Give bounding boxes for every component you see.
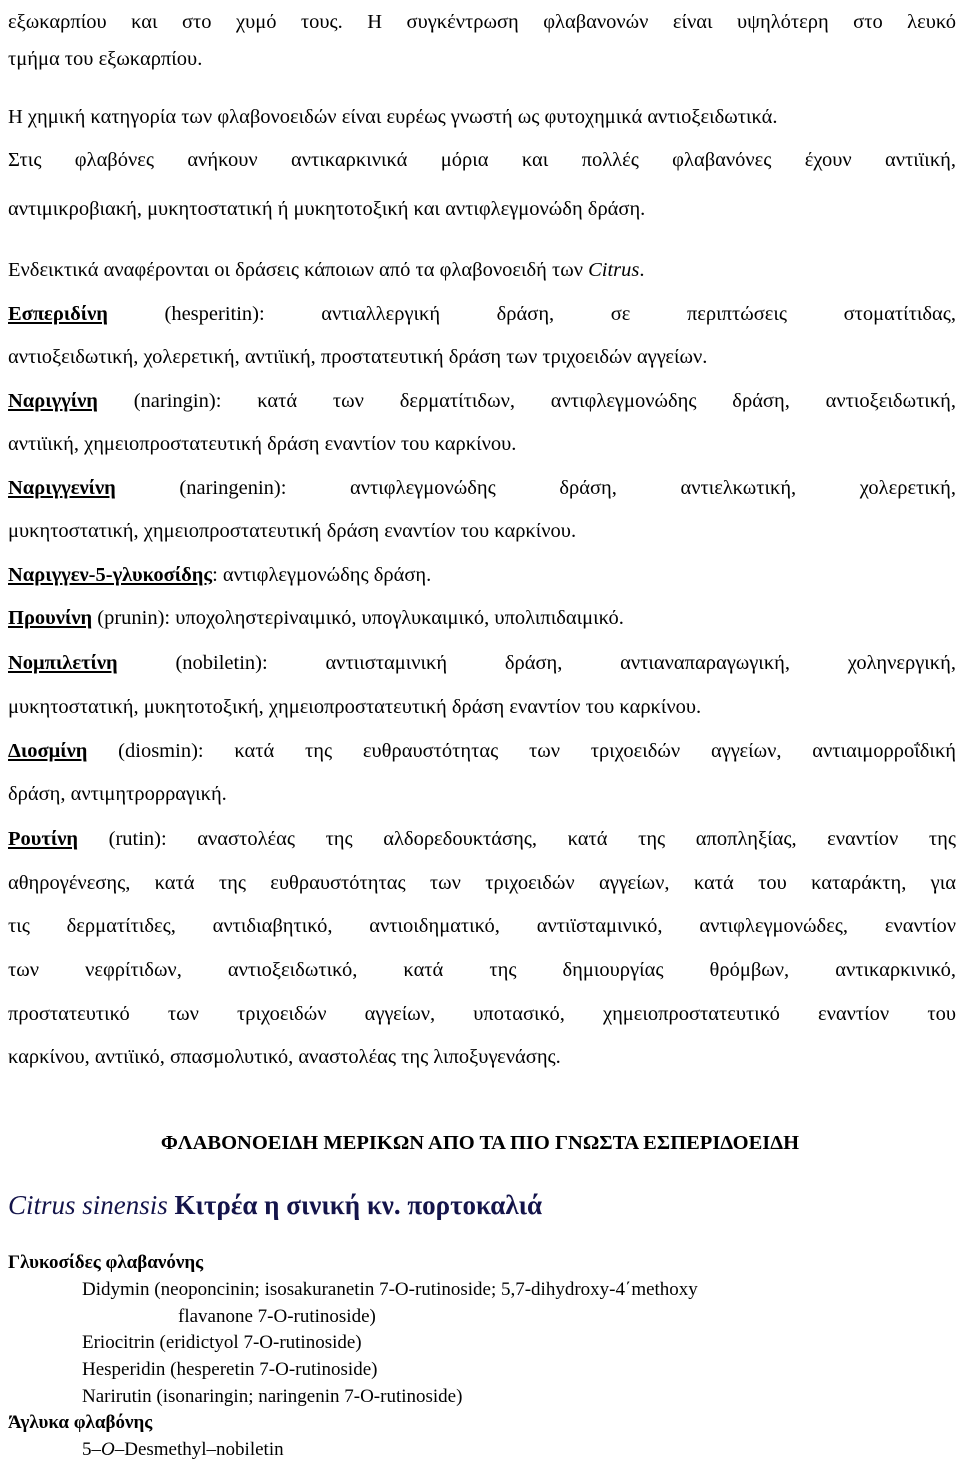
glycoside-entry: Eriocitrin (eridictyol 7-O-rutinoside) (82, 1332, 362, 1353)
compound-line: των νεφρίτιδων, αντιοξειδωτικό, κατά της δημιουργίας θρόμβων, αντικαρκινικό, (8, 959, 956, 981)
aglycone-text: O (101, 1439, 115, 1460)
glycosides-title: Γλυκοσίδες φλαβανόνης (8, 1252, 204, 1273)
intro-line: αντιμικροβιακή, μυκητοστατική ή μυκητοτοξική και αντιφλεγμονώδη δράση. (8, 198, 646, 220)
glycoside-entry-cont: flavanone 7-O-rutinoside) (178, 1306, 376, 1327)
compound-line (8, 826, 956, 852)
compound-name: Ναριγγεν-5-γλυκοσίδης (8, 564, 213, 586)
compound-line: καρκίνου, αντιϊικό, σπασμολυτικό, αναστολέας της λιποξυγενάσης. (8, 1046, 561, 1068)
compound-line (8, 738, 956, 764)
compound-line: τις δερματίτιδες, αντιδιαβητικό, αντιοιδηματικό, αντιϊσταμινικό, αντιφλεγμονώδες, εναντίον (8, 915, 956, 937)
section-heading: ΦΛΑΒΟΝΟΕΙΔΗ ΜΕΡΙΚΩΝ ΑΠΟ ΤΑ ΠΙΟ ΓΝΩΣΤΑ ΕΣΠΕΡΙΔΟΕΙΔΗ (160, 1132, 800, 1154)
intro-text: . (639, 259, 645, 281)
compound-desc: (naringin): κατά των δερματίτιδων, αντιφλεγμονώδης δράση, αντιοξειδωτική, (97, 390, 956, 412)
compound-name: Διοσμίνη (8, 740, 88, 762)
compound-line: προστατευτικό των τριχοειδών αγγείων, υποτασικό, χημειοπροστατευτικό εναντίον του (8, 1003, 956, 1025)
intro-line: Στις φλαβόνες ανήκουν αντικαρκινικά μόρια και πολλές φλαβανόνες έχουν αντιϊική, (8, 149, 956, 171)
compound-name: Προυνίνη (8, 607, 93, 629)
genus-name: Citrus (588, 259, 640, 281)
compound-line (8, 475, 956, 501)
intro-line: εξωκαρπίου και στο χυμό τους. Η συγκέντρωση φλαβανονών είναι υψηλότερη στο λευκό (8, 11, 956, 33)
compound-line (8, 301, 956, 327)
compound-desc: (hesperitin): αντιαλλεργική δράση, σε περιπτώσεις στοματίτιδας, (107, 303, 956, 325)
intro-line (8, 257, 956, 283)
compound-line: δράση, αντιμητρορραγική. (8, 783, 227, 805)
compound-line: μυκητοστατική, χημειοπροστατευτική δράση εναντίον του καρκίνου. (8, 520, 577, 542)
compound-name: Ρουτίνη (8, 828, 79, 850)
compound-line (8, 562, 956, 588)
species-title (8, 1189, 542, 1221)
intro-line: Η χημική κατηγορία των φλαβονοειδών είναι ευρέως γνωστή ως φυτοχημικά αντιοξειδωτικά. (8, 106, 778, 128)
compound-line (8, 388, 956, 414)
compound-line (8, 650, 956, 676)
aglycone-text: –Desmethyl–nobiletin (114, 1439, 284, 1460)
intro-line: τμήμα του εξωκαρπίου. (8, 48, 203, 70)
species-greek-name: Κιτρέα η σινική κν. πορτοκαλιά (167, 1190, 543, 1220)
glycoside-entry: Didymin (neoponcinin; isosakuranetin 7-O-rutinoside; 5,7-dihydroxy-4΄methoxy (82, 1279, 698, 1300)
glycoside-entry: Hesperidin (hesperetin 7-O-rutinoside) (82, 1359, 378, 1380)
aglycone-title: Άγλυκα φλαβόνης (8, 1412, 153, 1433)
compound-desc: (nobiletin): αντιισταμινική δράση, αντιαναπαραγωγική, χοληνεργική, (117, 652, 956, 674)
compound-line (8, 605, 956, 631)
compound-desc: (diosmin): κατά της ευθραυστότητας των τριχοειδών αγγείων, αντιαιμορροΐδική (87, 740, 956, 762)
compound-line: αθηρογένεσης, κατά της ευθραυστότητας των τριχοειδών αγγείων, κατά του καταράκτη, για (8, 872, 956, 894)
compound-desc: (prunin): υποχοληστερiναιμικό, υπογλυκαιμικό, υπολιπιδαιμικό. (92, 607, 624, 629)
compound-line: αντιϊική, χημειοπροστατευτική δράση εναντίον του καρκίνου. (8, 433, 517, 455)
glycoside-entry: Narirutin (isonaringin; naringenin 7-O-rutinoside) (82, 1386, 463, 1407)
compound-line: αντιοξειδωτική, χολερετική, αντιϊική, προστατευτική δράση των τριχοειδών αγγείων. (8, 346, 708, 368)
compound-desc: (rutin): αναστολέας της αλδορεδουκτάσης, κατά της αποπληξίας, εναντίον της (78, 828, 956, 850)
compound-line: μυκητοστατική, μυκητοτοξική, χημειοπροστατευτική δράση εναντίον του καρκίνου. (8, 696, 702, 718)
compound-desc: : αντιφλεγμονώδης δράση. (212, 564, 432, 586)
aglycone-text: 5– (82, 1439, 101, 1460)
compound-desc: (naringenin): αντιφλεγμονώδης δράση, αντιελκωτική, χολερετική, (115, 477, 956, 499)
compound-name: Ναριγγενίνη (8, 477, 116, 499)
compound-name: Ναριγγίνη (8, 390, 98, 412)
species-latin-name: Citrus sinensis (8, 1190, 168, 1220)
intro-text: Ενδεικτικά αναφέρονται οι δράσεις κάποιων από τα φλαβονοειδή των (8, 259, 589, 281)
aglycone-entry (82, 1438, 284, 1462)
compound-name: Νομπιλετίνη (8, 652, 118, 674)
compound-name: Εσπεριδίνη (8, 303, 108, 325)
